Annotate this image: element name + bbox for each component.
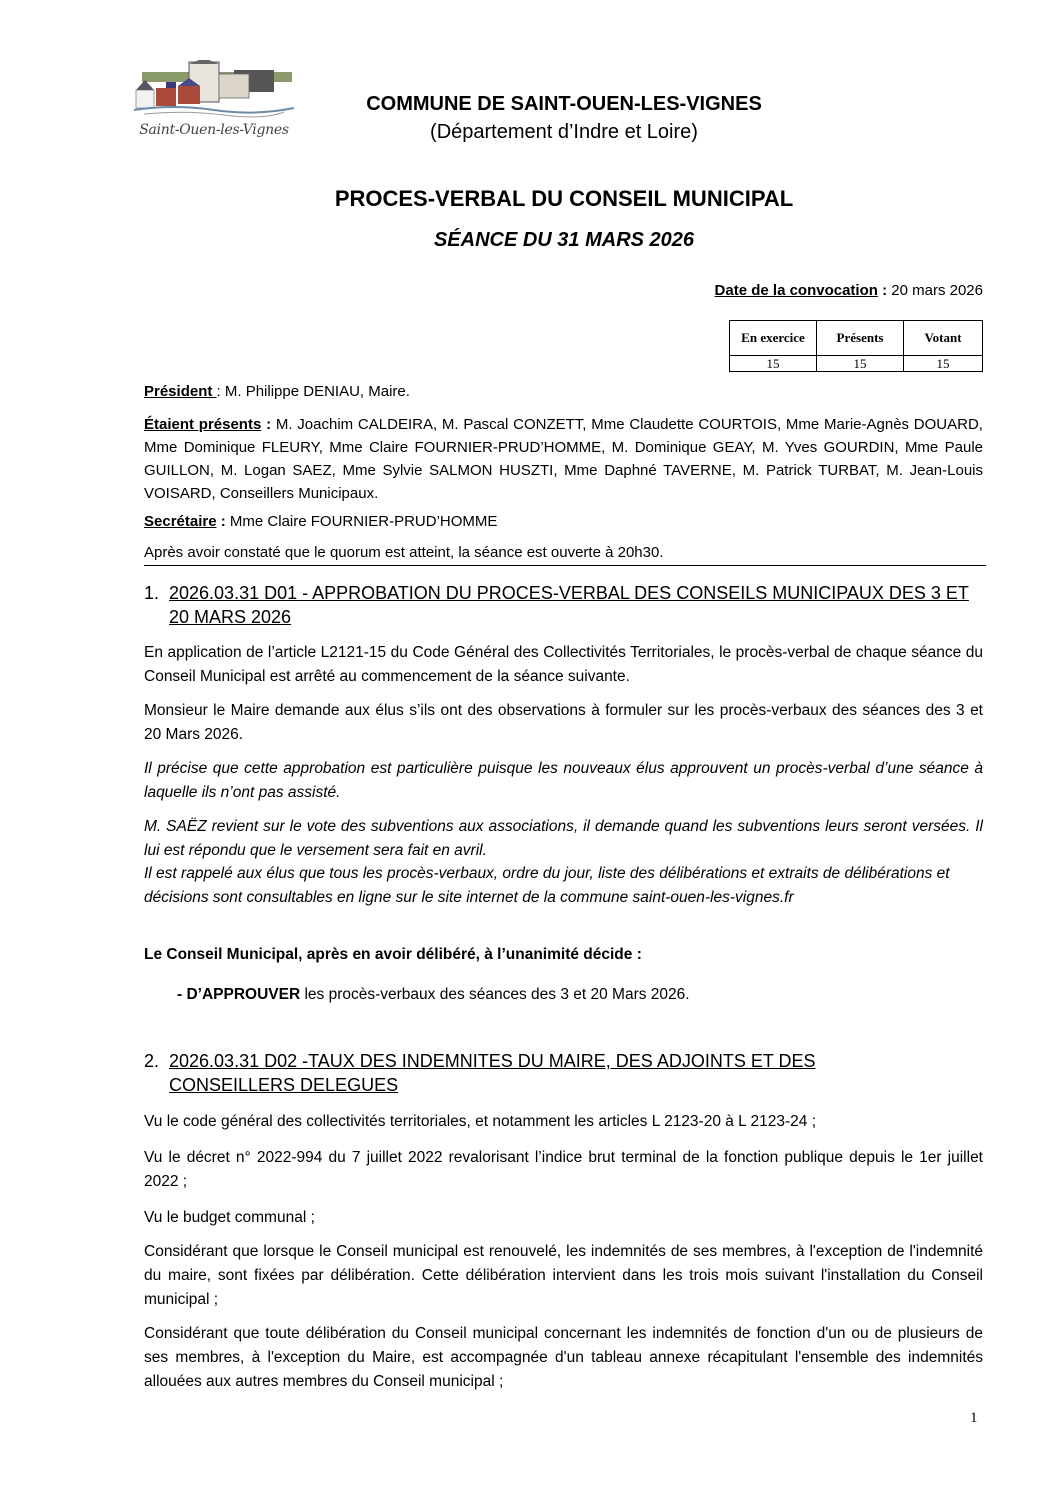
section-2-paragraph: Considérant que toute délibération du Conseil municipal concernant les indemnités de fonction d'un ou de plusieurs de ses membres, à l'exception du Maire, est accompagnée d'un tableau annexe récapitulant l'ensemble des indemnités allouées aux autres membres du Conseil municipal ; [144,1325,983,1390]
convocation-date [715,282,983,299]
decision-verb: - D’APPROUVER [177,986,301,1003]
departement: (Département d’Indre et Loire) [430,121,698,143]
section-1-paragraph: Monsieur le Maire demande aux élus s’ils ont des observations à formuler sur les procès-verbaux des séances des 3 et 20 Mars 2026. [144,702,983,743]
page-number: 1 [970,1410,978,1426]
section-1-paragraph: M. SAËZ revient sur le vote des subventions aux associations, il demande quand les subventions leurs seront versées. Il lui est répondu que le versement sera fait en avril. [144,818,983,859]
section-2-paragraph: Vu le code général des collectivités territoriales, et notamment les articles L 2123-20 à L 2123-24 ; [144,1113,817,1130]
section-2-paragraph: Vu le décret n° 2022-994 du 7 juillet 2022 revalorisant l’indice brut terminal de la fonction publique depuis le 1er juillet 2022 ; [144,1149,983,1190]
section-2-title: 2026.03.31 D02 -TAUX DES INDEMNITES DU MAIRE, DES ADJOINTS ET DES CONSEILLERS DELEGUES [169,1051,816,1095]
section-2-paragraph: Considérant que lorsque le Conseil municipal est renouvelé, les indemnités de ses membres, à l'exception de l'indemnité du maire, sont fixées par délibération. Cette délibération intervient dans les trois mois suivant l'installation du Conseil municipal ; [144,1243,983,1308]
attendance-header-row [730,321,983,356]
president-value: M. Philippe DENIAU, Maire. [224,383,410,400]
presents-label: Étaient présents [144,416,262,433]
convocation-value: 20 mars 2026 [891,282,983,299]
section-1-decision [177,983,977,1007]
logo-caption: Saint-Ouen-les-Vignes [139,122,289,138]
section-1-heading [144,581,986,629]
separator-line [144,565,986,566]
secretaire-separator: : [216,513,230,530]
section-2-number: 2. [144,1051,160,1071]
presents-value: M. Joachim CALDEIRA, M. Pascal CONZETT, Mme Claudette COURTOIS, Mme Marie-Agnès DOUARD, Mme Dominique FLEURY, Mme Claire FOURNIER-PRUD’HOMME, M. Dominique GEAY, M. Yves GOURDIN, Mme Paule GUILLON, M. Logan SAEZ, Mme Sylvie SALMON HUSZTI, Mme Daphné TAVERNE, M. Patrick TURBAT, M. Jean-Louis VOISARD, Conseillers Municipaux. [144,416,983,502]
section-1-title: 2026.03.31 D01 - APPROBATION DU PROCES-VERBAL DES CONSEILS MUNICIPAUX DES 3 ET 20 MARS 2026 [169,583,969,627]
header-en-exercice: En exercice [730,321,817,356]
attendance-table [729,320,983,372]
convocation-label: Date de la convocation [714,282,878,299]
value-presents: 15 [817,356,904,372]
value-votant: 15 [904,356,983,372]
section-2-heading [144,1049,944,1097]
section-1-paragraph: En application de l’article L2121-15 du Code Général des Collectivités Territoriales, le procès-verbal de chaque séance du Conseil Municipal est arrêté au commencement de la séance suivante. [144,644,983,685]
section-1-paragraph: Il est rappelé aux élus que tous les procès-verbaux, ordre du jour, liste des délibérations et extraits de délibérations et décisions sont consultables en ligne sur le site internet de la commune saint-ouen-les-vignes.fr [144,865,950,906]
section-1-paragraph: Il précise que cette approbation est particulière puisque les nouveaux élus approuvent un procès-verbal d’une séance à laquelle ils n’ont pas assisté. [144,760,983,801]
attendance-value-row [730,356,983,372]
secretaire-value: Mme Claire FOURNIER-PRUD’HOMME [229,513,498,530]
secretaire-label: Secrétaire [144,513,217,530]
header-presents: Présents [817,321,904,356]
header-votant: Votant [904,321,983,356]
decision-text: les procès-verbaux des séances des 3 et 20 Mars 2026. [300,986,690,1003]
section-1-number: 1. [144,583,160,603]
document-title: PROCES-VERBAL DU CONSEIL MUNICIPAL [334,186,794,211]
value-en-exercice: 15 [730,356,817,372]
presents-separator: : [261,416,276,433]
section-2-paragraph: Vu le budget communal ; [144,1209,315,1226]
president-separator: : [216,383,225,400]
section-1-decision-intro: Le Conseil Municipal, après en avoir délibéré, à l’unanimité décide : [144,946,642,963]
commune-name: COMMUNE DE SAINT-OUEN-LES-VIGNES [366,93,762,115]
president-line [144,380,983,403]
quorum-line: Après avoir constaté que le quorum est atteint, la séance est ouverte à 20h30. [144,544,664,561]
seance-date: SÉANCE DU 31 MARS 2026 [433,229,695,251]
presents-paragraph [144,413,983,505]
president-label: Président [144,383,217,400]
convocation-separator: : [877,282,892,299]
secretaire-line [144,510,983,533]
